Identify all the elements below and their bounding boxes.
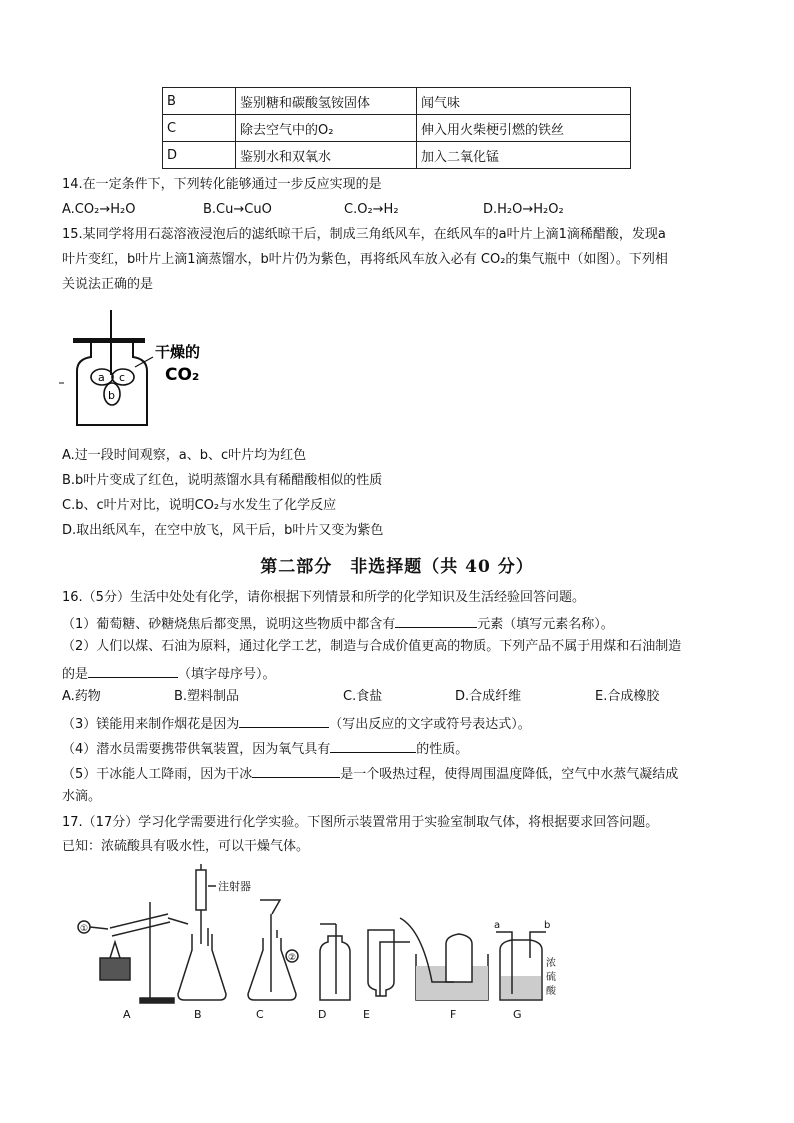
q16-part-2-options <box>62 688 742 705</box>
q16-part-5-continued: 水滴。 <box>62 789 102 804</box>
figure-label-dry: 干燥的 <box>155 343 201 361</box>
pinwheel-bottle-figure <box>55 305 225 435</box>
table-cell-purpose: 鉴别水和双氧水 <box>236 142 417 169</box>
q14-stem: 14.在一定条件下，下列转化能够通过一步反应实现的是 <box>62 177 382 192</box>
q16-option-b: B.塑料制品 <box>174 689 240 704</box>
apparatus-e <box>368 930 410 996</box>
table-cell-option: B <box>163 88 236 115</box>
apparatus-label-d: D <box>318 1008 327 1021</box>
stand-base <box>140 998 174 1003</box>
q14-options <box>62 201 662 218</box>
acid-label-1: 浓 <box>546 958 556 969</box>
q16-part-1-text-end: 元素（填写元素名称）。 <box>477 617 614 632</box>
q16-part-1 <box>62 613 614 633</box>
q15-line-2: 叶片变红，b叶片上滴1滴蒸馏水，b叶片仍为紫色，再将纸风车放入必有 CO₂的集气瓶中（如图）。下列相 <box>62 252 668 267</box>
q17-known: 已知：浓硫酸具有吸水性，可以干燥气体。 <box>62 839 310 854</box>
tube-e <box>380 942 410 996</box>
q17-stem: 17.（17分）学习化学需要进行化学实验。下图所示装置常用于实验室制取气体，将根据要求回答问题。 <box>62 815 659 830</box>
q15-line-1: 15.某同学将用石蕊溶液浸泡后的滤纸晾干后，制成三角纸风车，在纸风车的a叶片上滴1滴稀醋酸，发现a <box>62 227 666 242</box>
q16-part-3-text-end: （写出反应的文字或符号表达式）。 <box>329 717 531 732</box>
q16-part-2-line-2 <box>62 663 276 683</box>
apparatus-label-c: C <box>256 1008 264 1021</box>
q15-option-c: C.b、c叶片对比，说明CO₂与水发生了化学反应 <box>62 498 337 513</box>
lamp-flame <box>110 942 120 958</box>
answer-blank[interactable] <box>395 613 477 628</box>
syringe-barrel <box>196 870 206 910</box>
delivery-tube <box>168 918 188 924</box>
q16-part-4 <box>62 738 468 758</box>
q16-part-5 <box>62 763 678 783</box>
apparatus-label-e: E <box>363 1008 370 1021</box>
apparatus-a <box>78 902 188 1003</box>
q16-part-4-text: （4）潜水员需要携带供氧装置，因为氧气具有 <box>62 742 331 757</box>
q15-line-3: 关说法正确的是 <box>62 277 154 292</box>
leaf-b-label: b <box>108 389 115 402</box>
q15-option-a: A.过一段时间观察，a、b、c叶片均为红色 <box>62 448 307 463</box>
apparatus-c <box>248 900 298 1000</box>
q16-part-2-line-1: （2）人们以煤、石油为原料，通过化学工艺，制造与合成价值更高的物质。下列产品不属于用煤和石油制造 <box>62 639 682 654</box>
leaf-a-label: a <box>98 371 105 384</box>
q16-option-c: C.食盐 <box>343 689 383 704</box>
apparatus-label-a: A <box>123 1008 131 1021</box>
q16-part-2-text-end: （填字母序号）。 <box>178 667 276 682</box>
apparatus-label-g: G <box>513 1008 522 1021</box>
q16-part-2-text: 的是 <box>62 667 89 682</box>
port-b-label: b <box>544 920 551 931</box>
table-cell-method: 伸入用火柴梗引燃的铁丝 <box>417 115 631 142</box>
q14-option-b: B.Cu→CuO <box>203 202 272 217</box>
marker-1-leader <box>90 927 108 929</box>
answer-blank[interactable] <box>239 713 329 728</box>
tube-g-b <box>530 932 546 958</box>
q16-part-5-text: （5）干冰能人工降雨，因为干冰 <box>62 767 253 782</box>
q14-option-a: A.CO₂→H₂O <box>62 202 136 217</box>
table-cell-option: D <box>163 142 236 169</box>
apparatus-g <box>496 932 546 1000</box>
gas-bottle-e <box>368 930 394 996</box>
conical-flask-c <box>248 938 296 1000</box>
apparatus-d <box>320 924 350 1000</box>
conical-flask-b <box>178 934 226 1000</box>
thistle-funnel <box>260 900 280 914</box>
apparatus-label-f: F <box>450 1008 457 1021</box>
answer-blank[interactable] <box>88 663 178 678</box>
q16-option-a: A.药物 <box>62 689 101 704</box>
q15-option-b: B.b叶片变成了红色，说明蒸馏水具有稀醋酸相似的性质 <box>62 473 383 488</box>
test-tube-wall <box>112 922 170 936</box>
acid-label-3: 酸 <box>546 986 556 997</box>
lab-apparatus-figure <box>70 862 560 1022</box>
table-cell-method: 加入二氧化锰 <box>417 142 631 169</box>
leaf-c-label: c <box>119 371 126 384</box>
q16-option-d: D.合成纤维 <box>455 689 522 704</box>
table-row <box>163 115 631 142</box>
apparatus-f <box>400 918 488 1000</box>
collecting-bottle-f <box>446 934 472 982</box>
table-cell-method: 闻气味 <box>417 88 631 115</box>
marker-2: ② <box>288 953 297 963</box>
table-cell-purpose: 除去空气中的O₂ <box>236 115 417 142</box>
table-row <box>163 88 631 115</box>
q14-option-d: D.H₂O→H₂O₂ <box>483 202 564 217</box>
q16-part-3 <box>62 713 531 733</box>
options-table <box>162 87 631 169</box>
acid-label-2: 硫 <box>546 972 556 983</box>
sulfuric-acid-liquid <box>501 976 541 999</box>
table-row <box>163 142 631 169</box>
marker-1: ① <box>80 924 89 934</box>
apparatus-label-b: B <box>194 1008 202 1021</box>
q16-stem: 16.（5分）生活中处处有化学，请你根据下列情景和所学的化学知识及生活经验回答问题。 <box>62 590 585 605</box>
q16-part-4-text-end: 的性质。 <box>416 742 469 757</box>
syringe-label: 注射器 <box>218 880 251 893</box>
answer-blank[interactable] <box>330 738 416 753</box>
section-title: 第二部分 非选择题（共 40 分） <box>260 557 534 577</box>
gas-bottle-d <box>320 936 350 1000</box>
figure-label-co2: CO₂ <box>165 365 200 385</box>
q15-option-d: D.取出纸风车，在空中放飞，风干后，b叶片又变为紫色 <box>62 523 384 538</box>
alcohol-lamp <box>100 958 130 980</box>
q16-option-e: E.合成橡胶 <box>595 689 660 704</box>
q14-option-c: C.O₂→H₂ <box>344 202 399 217</box>
q16-part-5-text-end: 是一个吸热过程，使得周围温度降低，空气中水蒸气凝结成 <box>340 767 679 782</box>
q16-part-1-text: （1）葡萄糖、砂糖烧焦后都变黑，说明这些物质中都含有 <box>62 617 396 632</box>
table-cell-purpose: 鉴别糖和碳酸氢铵固体 <box>236 88 417 115</box>
port-a-label: a <box>494 920 501 931</box>
pinwheel-stick <box>73 338 145 343</box>
table-cell-option: C <box>163 115 236 142</box>
q16-part-3-text: （3）镁能用来制作烟花是因为 <box>62 717 240 732</box>
answer-blank[interactable] <box>252 763 340 778</box>
test-tube <box>110 914 168 928</box>
